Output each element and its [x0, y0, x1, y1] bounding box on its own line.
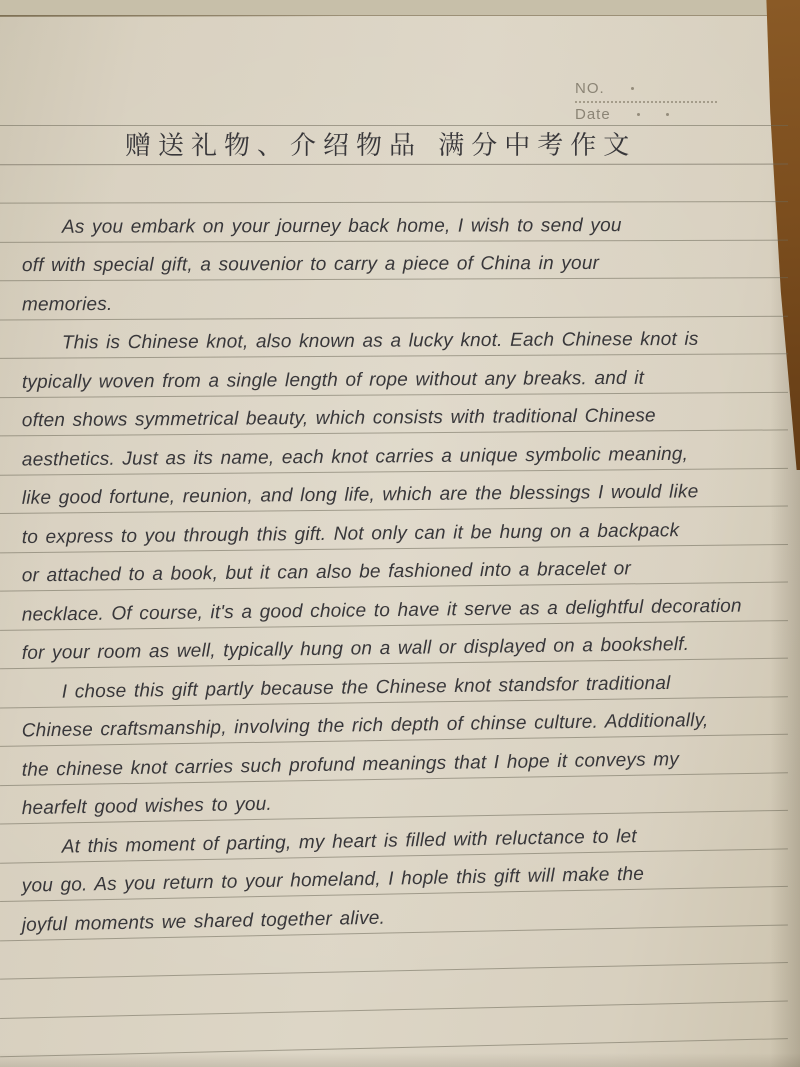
handwritten-text: aesthetics. Just as its name, each knot carries a unique symbolic meaning, [21, 442, 689, 470]
handwritten-text: Chinese craftsmanship, involving the rich depth of chinse culture. Additionally, [21, 709, 709, 742]
ruled-lines-area [0, 87, 788, 1050]
handwritten-line [0, 201, 788, 242]
handwritten-text: or attached to a book, but it can also be fashioned into a bracelet or [21, 557, 632, 586]
ruled-line-row [0, 163, 788, 203]
handwritten-line [0, 277, 788, 319]
handwritten-text: This is Chinese knot, also known as a lucky knot. Each Chinese knot is [61, 328, 699, 353]
handwritten-line [0, 315, 788, 358]
essay-title: 赠送礼物、介绍物品 满分中考作文 [124, 128, 637, 160]
handwritten-text: memories. [21, 292, 113, 315]
handwritten-text: off with special gift, a souvenior to carry a piece of China in your [21, 252, 600, 276]
handwritten-text: often shows symmetrical beauty, which consists with traditional Chinese [21, 404, 656, 431]
handwritten-text: At this moment of parting, my heart is filled with reluctance to let [61, 825, 637, 857]
ruled-line-row [0, 87, 788, 126]
paper-top-edge-line [0, 15, 345, 17]
handwritten-line [0, 239, 788, 281]
handwritten-text: to express to you through this gift. Not only can it be hung on a backpack [21, 519, 680, 548]
handwritten-line [0, 391, 788, 436]
no-label: NO. [575, 79, 605, 97]
paper-top-edge [0, 0, 800, 16]
handwritten-text: necklace. Of course, it's a good choice to have it serve as a delightful decoration [21, 594, 742, 625]
handwritten-text: the chinese knot carries such profund meanings that I hope it conveys my [21, 748, 680, 780]
handwritten-text: As you embark on your journey back home, I wish to send you [61, 214, 622, 237]
handwritten-text: like good fortune, reunion, and long life, which are the blessings I would like [21, 480, 699, 509]
handwritten-text: you go. As you return to your homeland, I hople this gift will make the [21, 863, 645, 897]
essay-title-row [0, 125, 788, 164]
handwritten-text: I chose this gift partly because the Chinese knot standsfor traditional [61, 671, 671, 702]
handwritten-text: typically woven from a single length of rope without any breaks. and it [21, 366, 645, 392]
handwritten-text: joyful moments we shared together alive. [21, 906, 386, 935]
handwritten-text: hearfelt good wishes to you. [21, 793, 273, 819]
handwritten-text: for your room as well, typically hung on a wall or displayed on a bookshelf. [21, 633, 690, 664]
handwritten-line [0, 353, 788, 397]
paper-bottom-shadow [0, 1053, 800, 1067]
date-label: Date [575, 105, 611, 123]
